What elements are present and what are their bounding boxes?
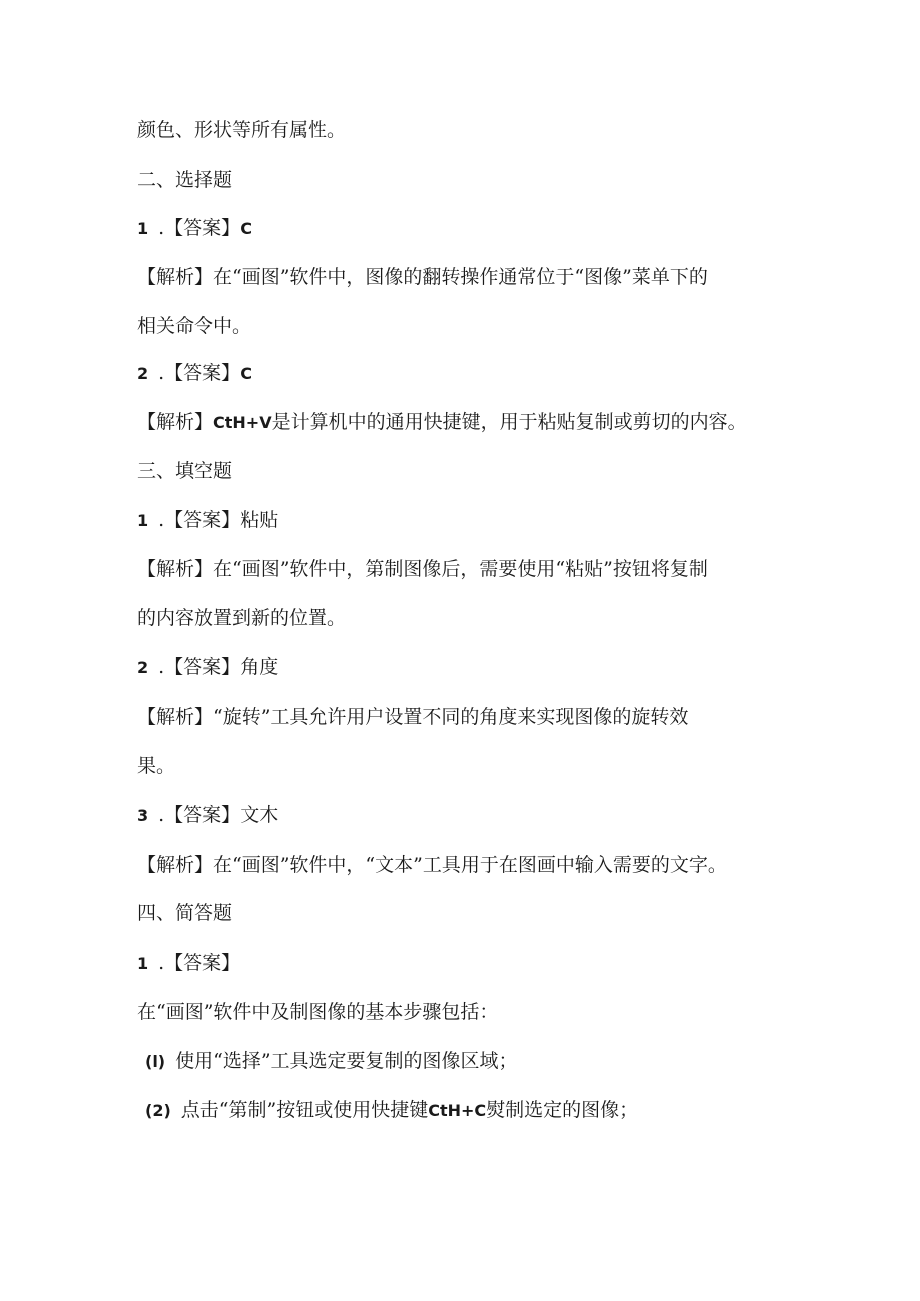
step-text: 熨制选定的图像； — [486, 1099, 639, 1121]
answer-line — [137, 360, 252, 387]
explanation-text: 是计算机中的通用快捷键，用于粘贴复制或剪切的内容。 — [271, 411, 747, 433]
step-text: 使用“选择”工具选定要复制的图像区域； — [175, 1050, 518, 1072]
step-line — [145, 1048, 518, 1075]
section-heading-short-answer: 四、简答题 — [137, 902, 233, 924]
answer-value: 文木 — [240, 804, 279, 826]
question-number: 1 — [137, 219, 149, 238]
question-number: 2 — [137, 658, 149, 677]
explanation-line: 【解析】“旋转”工具允许用户设置不同的角度来实现图像的旋转效 — [137, 706, 689, 728]
answer-value: 粘贴 — [240, 509, 279, 531]
answer-label: .【答案】 — [158, 656, 241, 678]
step-line — [145, 1097, 638, 1124]
paragraph-line: 在“画图”软件中及制图像的基本步骤包括： — [137, 1001, 499, 1023]
answer-line — [137, 654, 278, 681]
shortcut-key: CtH+C — [428, 1101, 487, 1120]
explanation-line: 【解析】在“画图”软件中，图像的翻转操作通常位于“图像”菜单下的 — [137, 266, 708, 288]
step-number: (2) — [145, 1101, 171, 1120]
answer-label: .【答案】 — [158, 952, 241, 974]
answer-line — [137, 215, 252, 242]
answer-line — [137, 950, 240, 977]
explanation-line: 相关命令中。 — [137, 315, 252, 337]
explanation-line — [137, 409, 747, 436]
answer-label: .【答案】 — [158, 217, 241, 239]
answer-label: .【答案】 — [158, 362, 241, 384]
question-number: 3 — [137, 806, 149, 825]
step-text: 点击“第制”按钮或使用快捷键 — [180, 1099, 429, 1121]
answer-label: .【答案】 — [158, 509, 241, 531]
step-number: (l) — [145, 1052, 166, 1071]
answer-label: .【答案】 — [158, 804, 241, 826]
explanation-line: 【解析】在“画图”软件中，第制图像后，需要使用“粘贴”按钮将复制 — [137, 558, 708, 580]
answer-value: 角度 — [240, 656, 279, 678]
section-heading-choice: 二、选择题 — [137, 169, 233, 191]
question-number: 1 — [137, 954, 149, 973]
answer-value: C — [240, 219, 252, 238]
explanation-line: 【解析】在“画图”软件中，“文本”工具用于在图画中输入需要的文字。 — [137, 854, 727, 876]
answer-line — [137, 507, 278, 534]
explanation-label: 【解析】 — [137, 411, 214, 433]
section-heading-fill: 三、填空题 — [137, 460, 233, 482]
answer-line — [137, 802, 278, 829]
explanation-line: 的内容放置到新的位置。 — [137, 607, 347, 629]
shortcut-key: CtH+V — [213, 413, 272, 432]
question-number: 2 — [137, 364, 149, 383]
paragraph-line: 颜色、形状等所有属性。 — [137, 119, 347, 141]
answer-value: C — [240, 364, 252, 383]
explanation-line: 果。 — [137, 755, 176, 777]
question-number: 1 — [137, 511, 149, 530]
